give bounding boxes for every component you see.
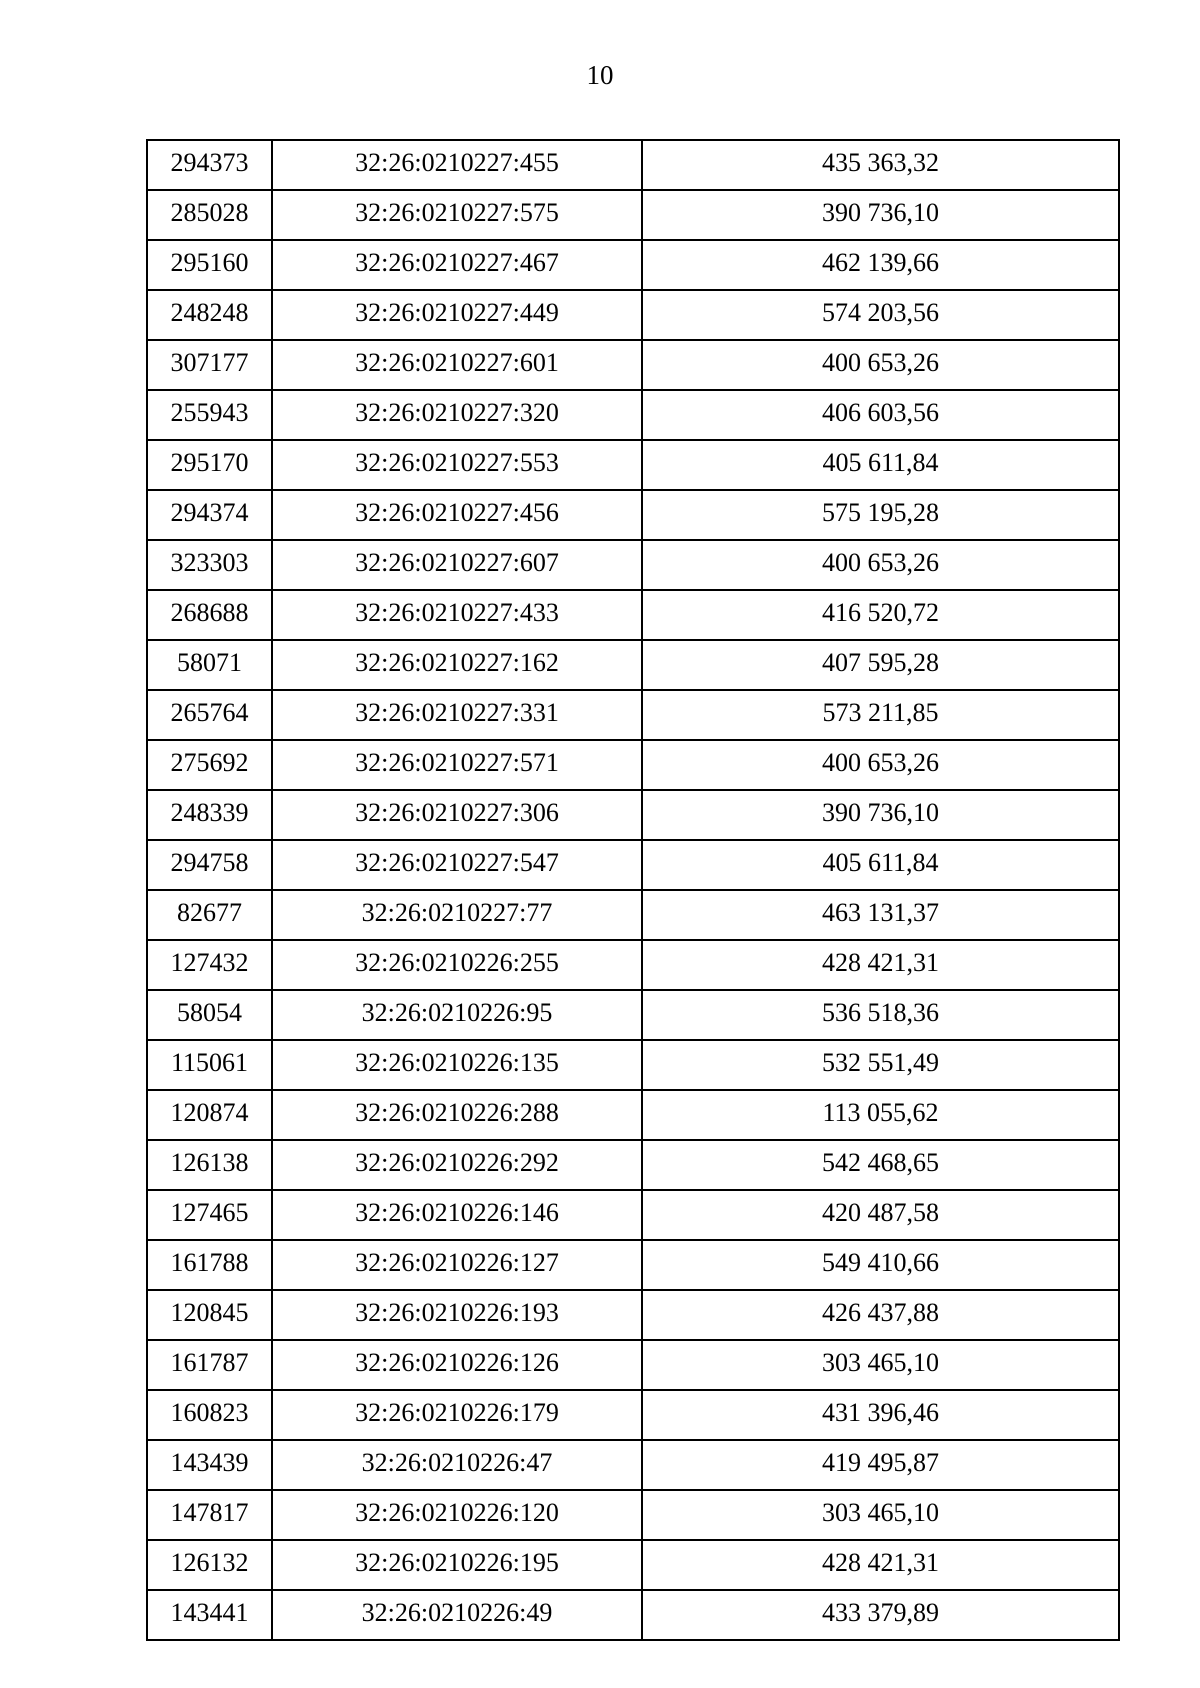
row-id-cell: 248248 (147, 290, 272, 340)
cadastral-number-cell: 32:26:0210227:320 (272, 390, 642, 440)
cadastral-value-cell: 405 611,84 (642, 440, 1119, 490)
table-row (147, 1390, 1119, 1440)
row-id-cell: 58071 (147, 640, 272, 690)
cadastral-value-cell: 406 603,56 (642, 390, 1119, 440)
cadastral-number-cell: 32:26:0210226:146 (272, 1190, 642, 1240)
row-id-cell: 285028 (147, 190, 272, 240)
row-id-cell: 143439 (147, 1440, 272, 1490)
cadastral-number-cell: 32:26:0210226:195 (272, 1540, 642, 1590)
cadastral-value-cell: 428 421,31 (642, 1540, 1119, 1590)
table-row (147, 490, 1119, 540)
cadastral-number-cell: 32:26:0210226:255 (272, 940, 642, 990)
row-id-cell: 275692 (147, 740, 272, 790)
cadastral-number-cell: 32:26:0210227:547 (272, 840, 642, 890)
row-id-cell: 294758 (147, 840, 272, 890)
row-id-cell: 58054 (147, 990, 272, 1040)
cadastral-value-cell: 575 195,28 (642, 490, 1119, 540)
row-id-cell: 127465 (147, 1190, 272, 1240)
cadastral-value-cell: 407 595,28 (642, 640, 1119, 690)
table-row (147, 1590, 1119, 1640)
table-row (147, 1240, 1119, 1290)
row-id-cell: 161788 (147, 1240, 272, 1290)
row-id-cell: 248339 (147, 790, 272, 840)
row-id-cell: 143441 (147, 1590, 272, 1640)
cadastral-number-cell: 32:26:0210226:193 (272, 1290, 642, 1340)
table-row (147, 940, 1119, 990)
table-row (147, 1040, 1119, 1090)
table-row (147, 790, 1119, 840)
row-id-cell: 127432 (147, 940, 272, 990)
cadastral-value-table (146, 139, 1120, 1641)
table-row (147, 890, 1119, 940)
cadastral-number-cell: 32:26:0210227:77 (272, 890, 642, 940)
table-body (147, 140, 1119, 1640)
table-row (147, 840, 1119, 890)
cadastral-number-cell: 32:26:0210226:179 (272, 1390, 642, 1440)
cadastral-value-cell: 416 520,72 (642, 590, 1119, 640)
row-id-cell: 265764 (147, 690, 272, 740)
table-row (147, 340, 1119, 390)
cadastral-value-cell: 400 653,26 (642, 740, 1119, 790)
row-id-cell: 294373 (147, 140, 272, 190)
cadastral-number-cell: 32:26:0210226:288 (272, 1090, 642, 1140)
row-id-cell: 295160 (147, 240, 272, 290)
cadastral-number-cell: 32:26:0210226:126 (272, 1340, 642, 1390)
cadastral-number-cell: 32:26:0210227:455 (272, 140, 642, 190)
row-id-cell: 268688 (147, 590, 272, 640)
cadastral-value-cell: 400 653,26 (642, 340, 1119, 390)
cadastral-number-cell: 32:26:0210227:433 (272, 590, 642, 640)
cadastral-value-cell: 431 396,46 (642, 1390, 1119, 1440)
cadastral-number-cell: 32:26:0210227:162 (272, 640, 642, 690)
table-row (147, 1440, 1119, 1490)
table-row (147, 1490, 1119, 1540)
table-row (147, 1540, 1119, 1590)
cadastral-number-cell: 32:26:0210226:292 (272, 1140, 642, 1190)
cadastral-value-cell: 428 421,31 (642, 940, 1119, 990)
row-id-cell: 294374 (147, 490, 272, 540)
row-id-cell: 115061 (147, 1040, 272, 1090)
row-id-cell: 161787 (147, 1340, 272, 1390)
cadastral-number-cell: 32:26:0210227:331 (272, 690, 642, 740)
cadastral-value-cell: 113 055,62 (642, 1090, 1119, 1140)
table-row (147, 140, 1119, 190)
cadastral-number-cell: 32:26:0210227:607 (272, 540, 642, 590)
cadastral-value-cell: 303 465,10 (642, 1340, 1119, 1390)
table-row (147, 590, 1119, 640)
cadastral-value-cell: 549 410,66 (642, 1240, 1119, 1290)
row-id-cell: 160823 (147, 1390, 272, 1440)
cadastral-number-cell: 32:26:0210227:449 (272, 290, 642, 340)
table-row (147, 1340, 1119, 1390)
table-row (147, 1290, 1119, 1340)
cadastral-value-cell: 463 131,37 (642, 890, 1119, 940)
cadastral-number-cell: 32:26:0210227:456 (272, 490, 642, 540)
row-id-cell: 126138 (147, 1140, 272, 1190)
table-row (147, 190, 1119, 240)
table-row (147, 1140, 1119, 1190)
row-id-cell: 82677 (147, 890, 272, 940)
cadastral-value-cell: 433 379,89 (642, 1590, 1119, 1640)
cadastral-value-cell: 400 653,26 (642, 540, 1119, 590)
cadastral-value-cell: 532 551,49 (642, 1040, 1119, 1090)
cadastral-value-cell: 426 437,88 (642, 1290, 1119, 1340)
row-id-cell: 126132 (147, 1540, 272, 1590)
cadastral-value-cell: 573 211,85 (642, 690, 1119, 740)
cadastral-number-cell: 32:26:0210226:120 (272, 1490, 642, 1540)
cadastral-number-cell: 32:26:0210226:49 (272, 1590, 642, 1640)
table-row (147, 540, 1119, 590)
cadastral-value-cell: 419 495,87 (642, 1440, 1119, 1490)
cadastral-value-cell: 462 139,66 (642, 240, 1119, 290)
cadastral-value-cell: 420 487,58 (642, 1190, 1119, 1240)
page-number: 10 (586, 60, 614, 90)
table-row (147, 1190, 1119, 1240)
table-row (147, 740, 1119, 790)
table-row (147, 290, 1119, 340)
cadastral-number-cell: 32:26:0210226:127 (272, 1240, 642, 1290)
table-row (147, 990, 1119, 1040)
row-id-cell: 295170 (147, 440, 272, 490)
row-id-cell: 120845 (147, 1290, 272, 1340)
cadastral-number-cell: 32:26:0210227:571 (272, 740, 642, 790)
cadastral-value-cell: 405 611,84 (642, 840, 1119, 890)
cadastral-value-cell: 542 468,65 (642, 1140, 1119, 1190)
row-id-cell: 307177 (147, 340, 272, 390)
cadastral-number-cell: 32:26:0210227:306 (272, 790, 642, 840)
table-row (147, 240, 1119, 290)
cadastral-number-cell: 32:26:0210227:553 (272, 440, 642, 490)
table-row (147, 690, 1119, 740)
cadastral-number-cell: 32:26:0210226:95 (272, 990, 642, 1040)
row-id-cell: 147817 (147, 1490, 272, 1540)
cadastral-value-cell: 390 736,10 (642, 190, 1119, 240)
table-row (147, 640, 1119, 690)
cadastral-number-cell: 32:26:0210227:575 (272, 190, 642, 240)
cadastral-number-cell: 32:26:0210226:47 (272, 1440, 642, 1490)
cadastral-number-cell: 32:26:0210227:601 (272, 340, 642, 390)
cadastral-value-cell: 390 736,10 (642, 790, 1119, 840)
cadastral-number-cell: 32:26:0210226:135 (272, 1040, 642, 1090)
row-id-cell: 255943 (147, 390, 272, 440)
table-row (147, 440, 1119, 490)
cadastral-value-cell: 303 465,10 (642, 1490, 1119, 1540)
cadastral-value-cell: 435 363,32 (642, 140, 1119, 190)
cadastral-value-cell: 536 518,36 (642, 990, 1119, 1040)
row-id-cell: 120874 (147, 1090, 272, 1140)
cadastral-number-cell: 32:26:0210227:467 (272, 240, 642, 290)
table-row (147, 390, 1119, 440)
cadastral-value-cell: 574 203,56 (642, 290, 1119, 340)
row-id-cell: 323303 (147, 540, 272, 590)
table-row (147, 1090, 1119, 1140)
